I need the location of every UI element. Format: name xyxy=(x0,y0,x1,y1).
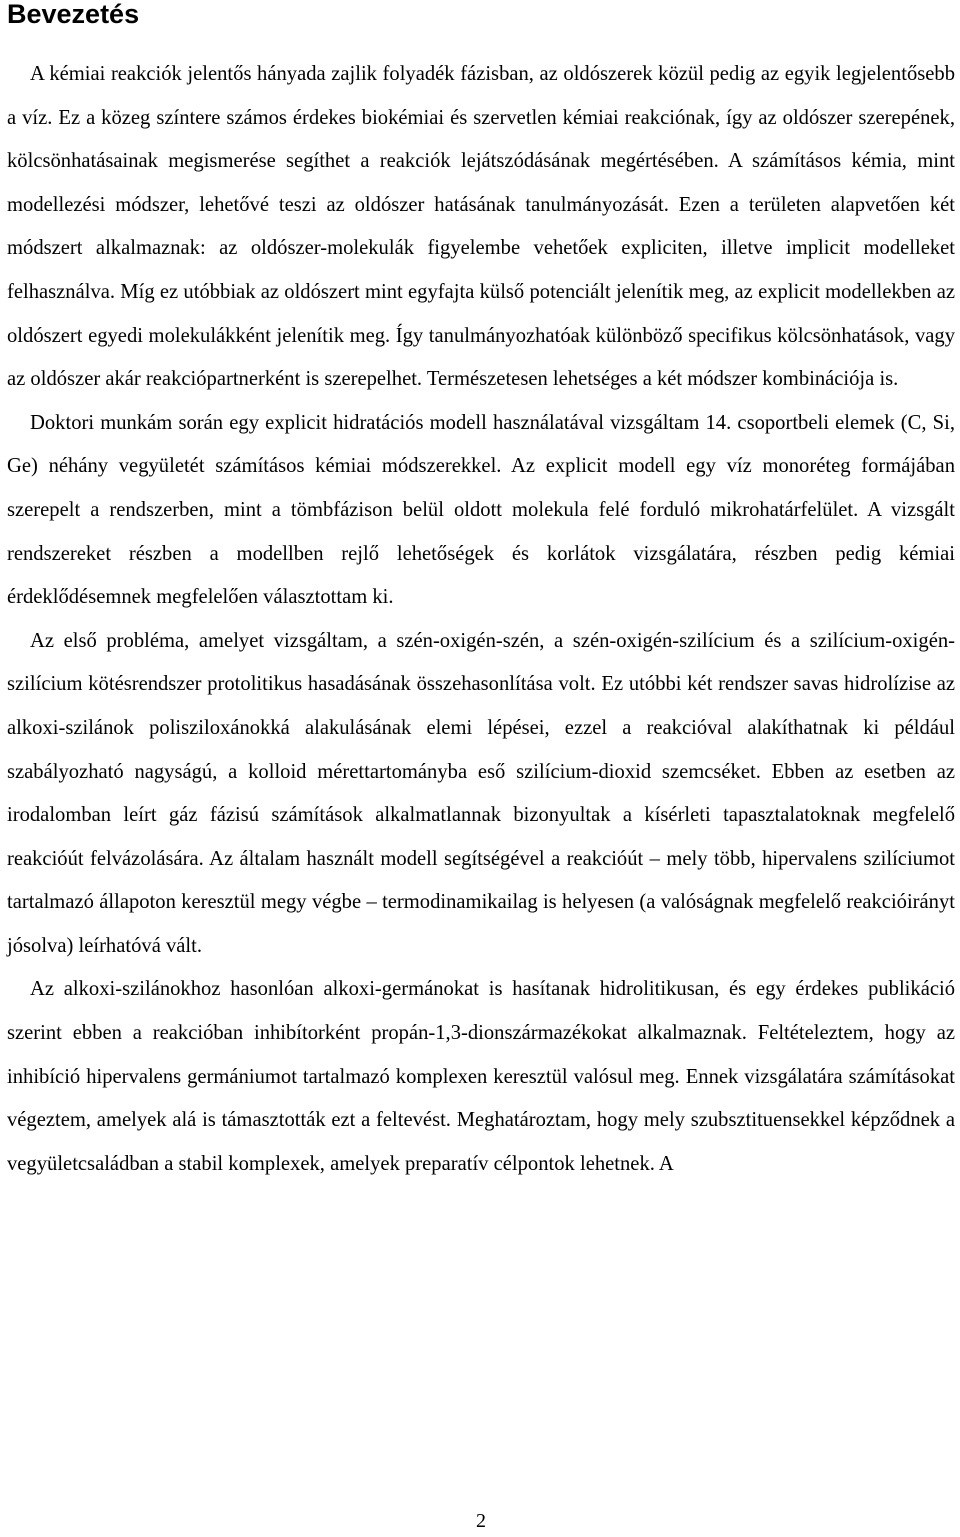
paragraph-4: Az alkoxi-szilánokhoz hasonlóan alkoxi-germánokat is hasítanak hidrolitikusan, és egy érdekes publikáció szerint ebben a reakcióban inhibítorként propán-1,3-dionszármazékokat alkalmaznak. Feltételeztem, hogy az inhibíció hipervalens germániumot tartalmazó komplexen keresztül valósul meg. Ennek vizsgálatára számításokat végeztem, amelyek alá is támasztották ezt a feltevést. Meghatároztam, hogy mely szubsztituensekkel képződnek a vegyületcsaládban a stabil komplexek, amelyek preparatív célpontok lehetnek. A xyxy=(7,978,955,1175)
paragraph-1: A kémiai reakciók jelentős hányada zajlik folyadék fázisban, az oldószerek közül pedig az egyik legjelentősebb a víz. Ez a közeg színtere számos érdekes biokémiai és szervetlen kémiai reakciónak, így az oldószer szerepének, kölcsönhatásainak megismerése segíthet a reakciók lejátszódásának megértésében. A számításos kémia, mint modellezési módszer, lehetővé teszi az oldószer hatásának tanulmányozását. Ezen a területen alapvetően két módszert alkalmaznak: az oldószer-molekulák figyelembe vehetőek expliciten, illetve implicit modelleket felhasználva. Míg ez utóbbiak az oldószert mint egyfajta külső potenciált jelenítik meg, az explicit modellekben az oldószert egyedi molekulákként jelenítik meg. Így tanulmányozhatóak különböző specifikus kölcsönhatások, vagy az oldószer akár reakciópartnerként is szerepelhet. Természetesen lehetséges a két módszer kombinációja is. xyxy=(7,63,955,391)
paragraph-3: Az első probléma, amelyet vizsgáltam, a szén-oxigén-szén, a szén-oxigén-szilícium és a szilícium-oxigén-szilícium kötésrendszer protolitikus hasadásának összehasonlítása volt. Ez utóbbi két rendszer savas hidrolízise az alkoxi-szilánok polisziloxánokká alakulásának elemi lépései, ezzel a reakcióval alakíthatnak ki például szabályozható nagyságú, a kolloid mérettartományba eső szilícium-dioxid szemcséket. Ebben az esetben az irodalomban leírt gáz fázisú számítások alkalmatlannak bizonyultak a kísérleti tapasztalatoknak megfelelő reakcióút felvázolására. Az általam használt modell segítségével a reakcióút – mely több, hipervalens szilíciumot tartalmazó állapoton keresztül megy végbe – termodinamikailag is helyesen (a valóságnak megfelelő reakcióirányt jósolva) leírhatóvá vált. xyxy=(7,629,955,957)
page-number: 2 xyxy=(476,1510,486,1532)
document-page xyxy=(7,0,955,1537)
paragraph-2: Doktori munkám során egy explicit hidratációs modell használatával vizsgáltam 14. csoportbeli elemek (C, Si, Ge) néhány vegyületét számításos kémiai módszerekkel. Az explicit modell egy víz monoréteg formájában szerepelt a rendszerben, mint a tömbfázison belül oldott molekula felé forduló mikrohatárfelület. A vizsgált rendszereket részben a modellben rejlő lehetőségek és korlátok vizsgálatára, részben pedig kémiai érdeklődésemnek megfelelően választottam ki. xyxy=(7,411,955,609)
page-title: Bevezetés xyxy=(7,0,140,29)
body-text xyxy=(7,53,955,1186)
